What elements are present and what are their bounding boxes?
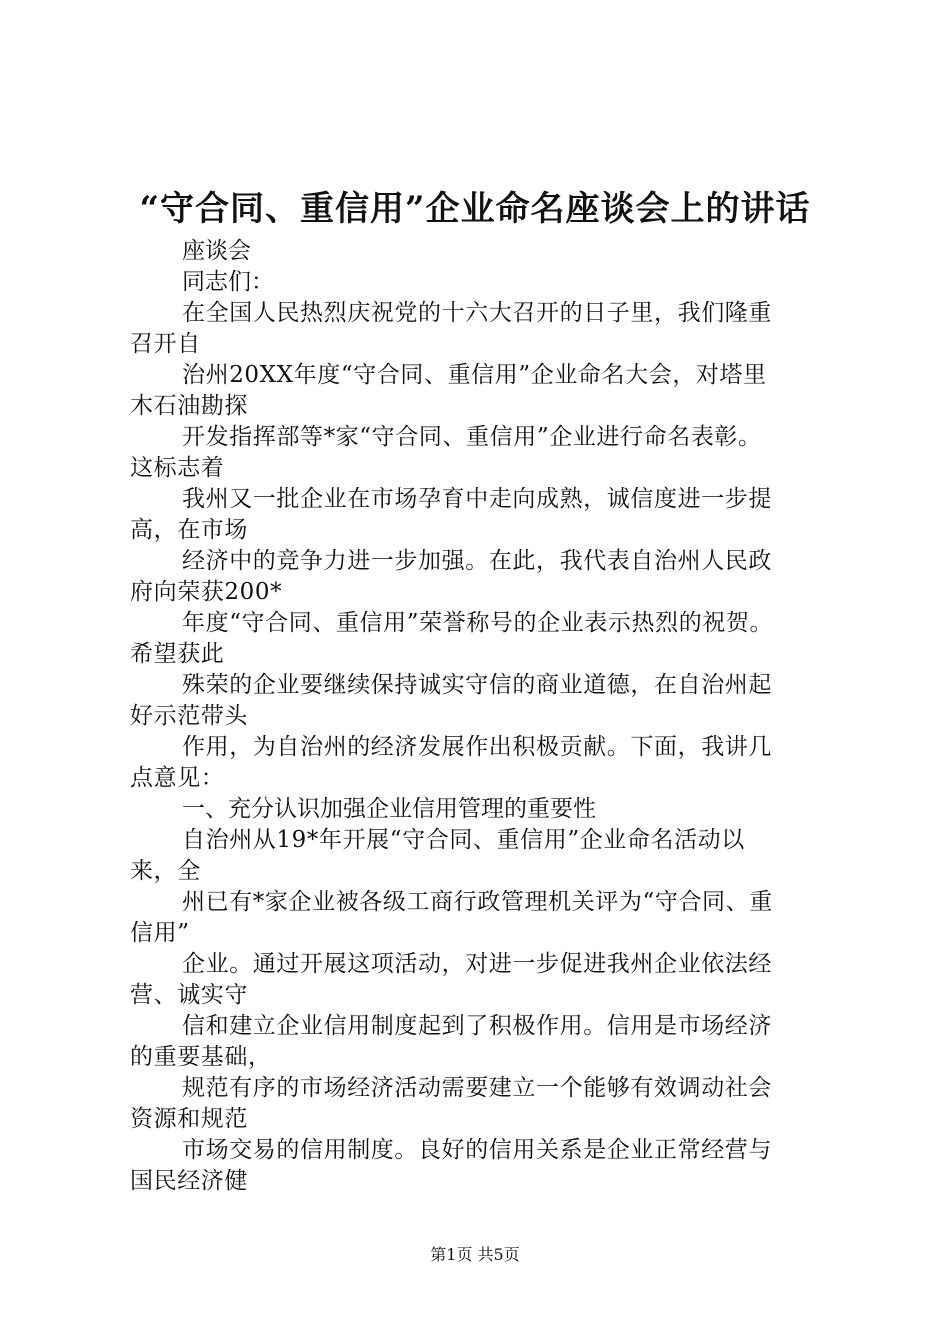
paragraph-line: [130, 670, 850, 732]
line-continuation: 希望获此: [130, 641, 225, 667]
paragraph-line: [130, 360, 850, 422]
paragraph-line: [130, 422, 850, 484]
line-text: 作用，为自治州的经济发展作出积极贡献。下面，我讲几: [182, 734, 772, 760]
line-text: 自治州从19*年开展“守合同、重信用”企业命名活动以: [182, 827, 745, 853]
line-continuation: 的重要基础，: [130, 1044, 272, 1070]
paragraph-line: [130, 608, 850, 670]
line-text: 州已有*家企业被各级工商行政管理机关评为“守合同、重: [182, 889, 773, 915]
document-title: “守合同、重信用”企业命名座谈会上的讲话: [139, 189, 811, 229]
line-continuation: 这标志着: [130, 455, 225, 481]
salutation: 同志们：: [182, 269, 274, 295]
line-continuation: 召开自: [130, 331, 201, 357]
heading-line: 座谈会: [182, 238, 251, 264]
line-continuation: 点意见：: [130, 765, 225, 791]
line-continuation: 好示范带头: [130, 703, 248, 729]
paragraph-line: [130, 1135, 850, 1197]
section-heading: 一、充分认识加强企业信用管理的重要性: [182, 796, 596, 822]
line-text: 年度“守合同、重信用”荣誉称号的企业表示热烈的祝贺。: [182, 610, 774, 636]
line-continuation: 信用”: [130, 920, 190, 946]
paragraph-line: [130, 949, 850, 1011]
line-text: 我州又一批企业在市场孕育中走向成熟，诚信度进一步提: [182, 486, 772, 512]
line-text: 经济中的竞争力进一步加强。在此，我代表自治州人民政: [182, 548, 772, 574]
page-footer: 第1页 共5页: [430, 1245, 520, 1264]
line-continuation: 木石油勘探: [130, 393, 248, 419]
paragraph-line: [130, 1011, 850, 1073]
line-continuation: 国民经济健: [130, 1168, 248, 1194]
paragraph-line: [130, 732, 850, 794]
line-text: 信和建立企业信用制度起到了积极作用。信用是市场经济: [182, 1013, 772, 1039]
line-continuation: 营、诚实守: [130, 982, 248, 1008]
line-continuation: 高，在市场: [130, 517, 248, 543]
paragraph-line: [130, 1073, 850, 1135]
paragraph-line: [130, 484, 850, 546]
line-text: 企业。通过开展这项活动，对进一步促进我州企业依法经: [182, 951, 772, 977]
line-text: 开发指挥部等*家“守合同、重信用”企业进行命名表彰。: [182, 424, 762, 450]
line-text: 市场交易的信用制度。良好的信用关系是企业正常经营与: [182, 1137, 772, 1163]
line-text: 殊荣的企业要继续保持诚实守信的商业道德，在自治州起: [182, 672, 772, 698]
line-text: 规范有序的市场经济活动需要建立一个能够有效调动社会: [182, 1075, 772, 1101]
line-continuation: 府向荣获200*: [130, 579, 283, 605]
line-text: 治州20XX年度“守合同、重信用”企业命名大会，对塔里: [182, 362, 767, 388]
paragraph-line: [130, 887, 850, 949]
paragraph-line: [130, 825, 850, 887]
paragraph-line: [130, 546, 850, 608]
document-body: [130, 236, 850, 1197]
line-continuation: 资源和规范: [130, 1106, 248, 1132]
line-text: 在全国人民热烈庆祝党的十六大召开的日子里，我们隆重: [182, 300, 772, 326]
paragraph-line: [130, 298, 850, 360]
line-continuation: 来，全: [130, 858, 201, 884]
